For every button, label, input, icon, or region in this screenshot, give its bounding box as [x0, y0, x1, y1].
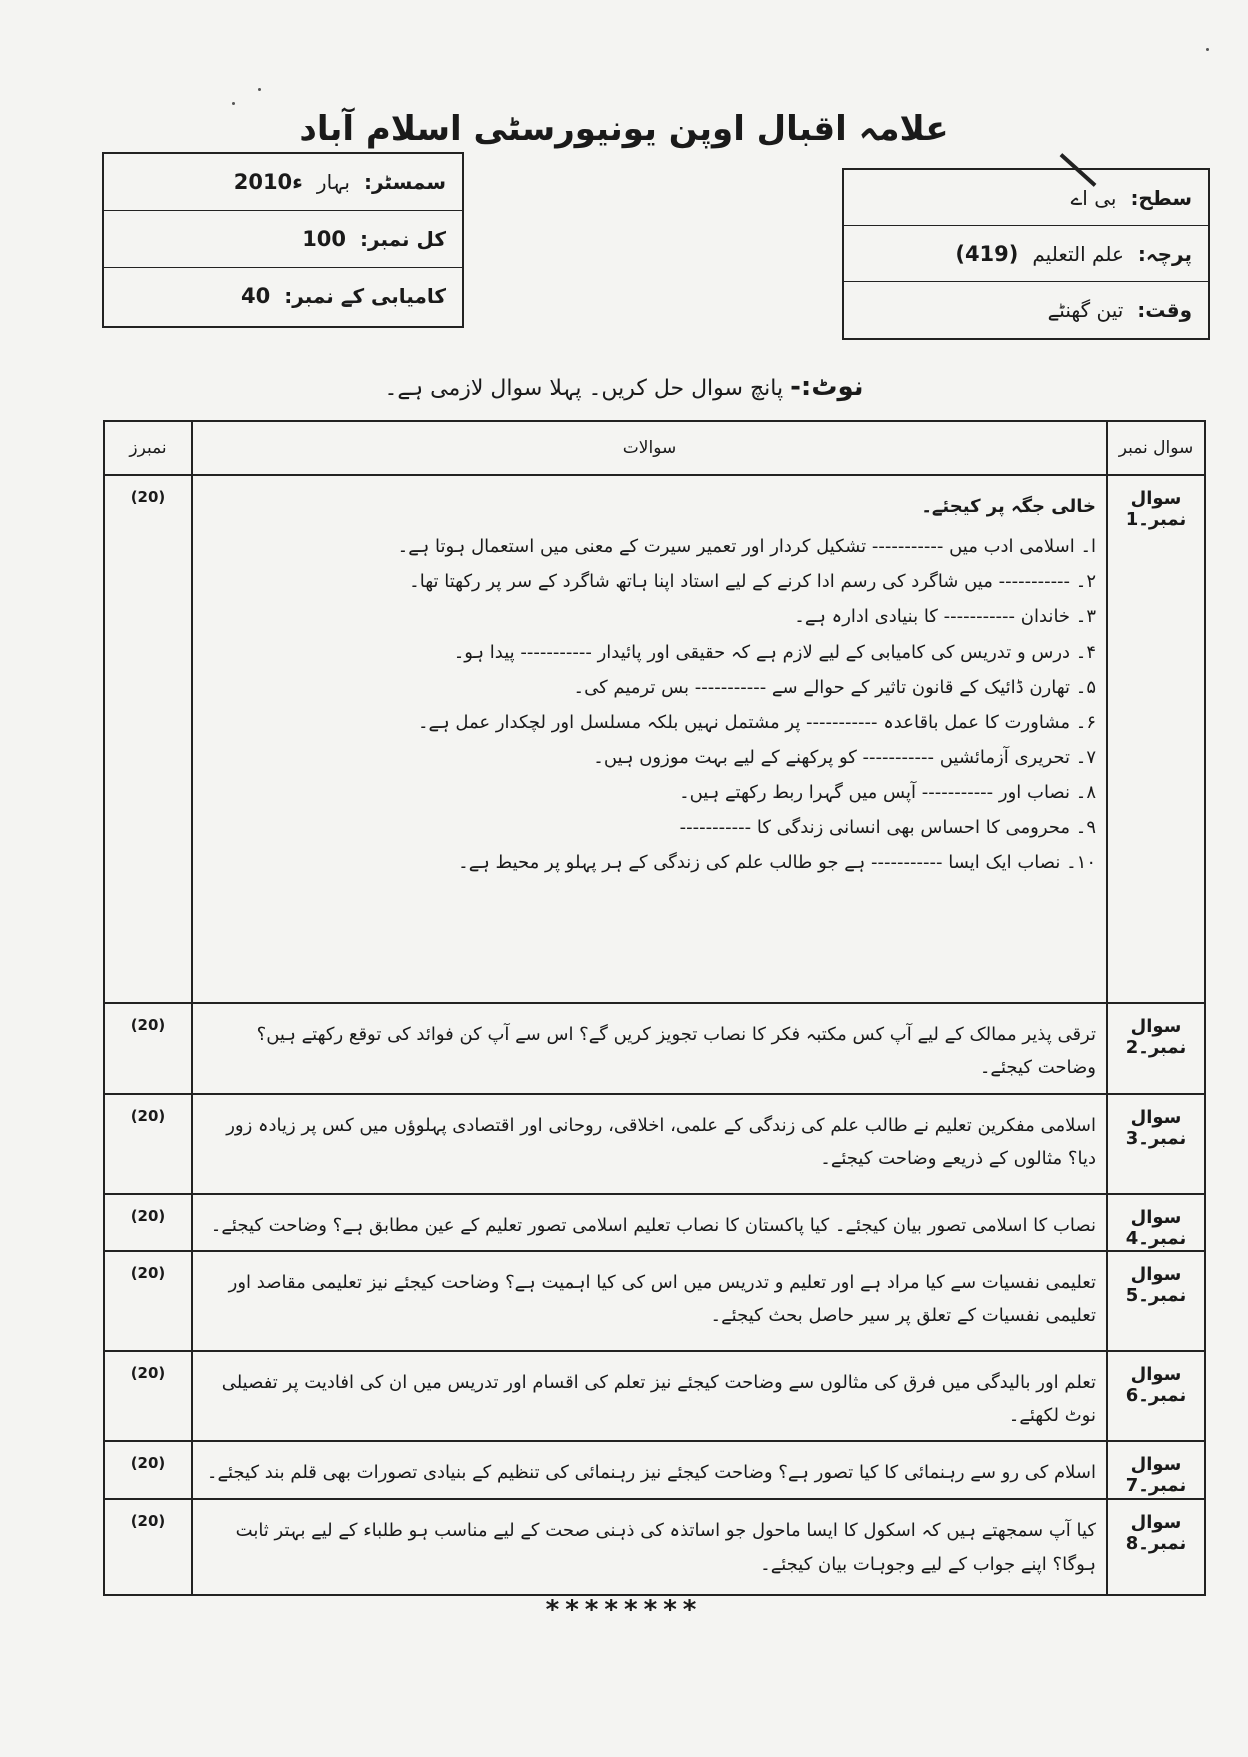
- pass-marks-row: [104, 268, 462, 324]
- question-text: تعلیمی نفسیات سے کیا مراد ہے اور تعلیم و تدریس میں اس کی کیا اہمیت ہے؟ وضاحت کیجئے نیز تعلیمی مقاصد اور تعلیمی نفسیات کے تعلق پر سیر حاصل بحث کیجئے۔: [192, 1251, 1107, 1351]
- list-item: ۱۰۔ نصاب ایک ایسا ----------- ہے جو طالب علم کی زندگی کے ہر پہلو پر محیط ہے۔: [458, 852, 1096, 874]
- note-label: نوٹ:-: [790, 372, 864, 402]
- table-row: [104, 1094, 1205, 1194]
- level-row: [844, 170, 1208, 226]
- time-label: وقت:: [1137, 298, 1192, 322]
- table-row: [104, 1441, 1205, 1499]
- paper-code: (419): [955, 241, 1019, 266]
- list-item: ۲۔ ----------- میں شاگرد کی رسم ادا کرنے کے لیے استاد اپنا ہاتھ شاگرد کے سر پر رکھتا تھا۔: [409, 571, 1096, 593]
- question-marks: (20): [104, 1194, 192, 1251]
- semester-label: سمسٹر:: [363, 170, 446, 194]
- time-row: [844, 282, 1208, 338]
- list-item: ۴۔ درس و تدریس کی کامیابی کے لیے لازم ہے کہ حقیقی اور پائیدار ----------- پیدا ہو۔: [453, 641, 1096, 663]
- note-text: پانچ سوال حل کریں۔ پہلا سوال لازمی ہے۔: [384, 376, 784, 401]
- question-number: سوال نمبر۔4: [1107, 1194, 1205, 1251]
- question-marks: (20): [104, 1003, 192, 1094]
- level-value: بی اے: [1070, 185, 1117, 210]
- course-info-box: [842, 168, 1210, 340]
- question-marks: (20): [104, 1499, 192, 1595]
- list-item: ا۔ اسلامی ادب میں ----------- تشکیل کردار اور تعمیر سیرت کے معنی میں استعمال ہوتا ہے۔: [397, 536, 1096, 558]
- table-row: [104, 1251, 1205, 1351]
- question-text: کیا آپ سمجھتے ہیں کہ اسکول کا ایسا ماحول جو اساتذہ کی ذہنی صحت کے لیے مناسب ہو طلباء کے لیے بہتر ثابت ہوگا؟ اپنے جواب کے لیے وجوہات بیان کیجئے۔: [192, 1499, 1107, 1595]
- question-number: سوال نمبر۔7: [1107, 1441, 1205, 1499]
- question-marks: (20): [104, 1251, 192, 1351]
- table-row: [104, 475, 1205, 1003]
- list-item: ۶۔ مشاورت کا عمل باقاعدہ ----------- پر مشتمل نہیں بلکہ مسلسل اور لچکدار عمل ہے۔: [417, 711, 1096, 733]
- table-header-row: [104, 421, 1205, 475]
- scan-speck: [258, 88, 261, 91]
- pass-marks-label: کامیابی کے نمبر:: [284, 284, 446, 308]
- list-item: ۳۔ خاندان ----------- کا بنیادی ادارہ ہے۔: [794, 606, 1096, 628]
- question-text: اسلامی مفکرین تعلیم نے طالب علم کی زندگی کے علمی، اخلاقی، روحانی اور اقتصادی پہلوؤں میں کس پر زیادہ زور دیا؟ مثالوں کے ذریعے وضاحت کیجئے۔: [192, 1094, 1107, 1194]
- instructions-note: [0, 372, 1248, 402]
- header-marks: نمبرز: [104, 421, 192, 475]
- question-number: سوال نمبر۔8: [1107, 1499, 1205, 1595]
- question-marks: (20): [104, 1351, 192, 1442]
- semester-info-box: [102, 152, 464, 328]
- table-row: [104, 1003, 1205, 1094]
- semester-value: بہار: [316, 170, 350, 194]
- list-item: ۹۔ محرومی کا احساس بھی انسانی زندگی کا -----------: [679, 817, 1096, 839]
- list-item: ۵۔ تھارن ڈائیک کے قانون تاثیر کے حوالے سے ----------- بس ترمیم کی۔: [573, 676, 1096, 698]
- total-marks-row: [104, 211, 462, 268]
- scan-speck: [1206, 48, 1209, 51]
- scan-speck: [232, 102, 235, 105]
- list-item: ۷۔ تحریری آزمائشیں ----------- کو پرکھنے کے لیے بہت موزوں ہیں۔: [593, 746, 1096, 768]
- table-row: [104, 1194, 1205, 1251]
- question-marks: (20): [104, 475, 192, 1003]
- question-number: سوال نمبر۔2: [1107, 1003, 1205, 1094]
- fill-in-blanks-list: [203, 529, 1096, 880]
- total-marks-label: کل نمبر:: [360, 227, 446, 251]
- semester-year: 2010ء: [233, 170, 303, 194]
- total-marks-value: 100: [302, 227, 347, 251]
- university-title: علامہ اقبال اوپن یونیورسٹی اسلام آباد: [299, 109, 949, 149]
- questions-table: [103, 420, 1206, 1596]
- end-of-paper-stars: ********: [545, 1595, 703, 1625]
- question-text: نصاب کا اسلامی تصور بیان کیجئے۔ کیا پاکستان کا نصاب تعلیم اسلامی تصور تعلیم کے عین مطابق ہے؟ وضاحت کیجئے۔: [192, 1194, 1107, 1251]
- header-questions: سوالات: [192, 421, 1107, 475]
- list-item: ۸۔ نصاب اور ----------- آپس میں گہرا ربط رکھتے ہیں۔: [679, 781, 1096, 803]
- semester-row: [104, 154, 462, 211]
- question-number: سوال نمبر۔6: [1107, 1351, 1205, 1442]
- pass-marks-value: 40: [241, 284, 271, 308]
- level-label: سطح:: [1130, 185, 1192, 210]
- header-question-number: سوال نمبر: [1107, 421, 1205, 475]
- question-text: تعلم اور بالیدگی میں فرق کی مثالوں سے وضاحت کیجئے نیز تعلم کی اقسام اور تدریس میں ان کی افادیت پر تفصیلی نوٹ لکھئے۔: [192, 1351, 1107, 1442]
- table-row: [104, 1499, 1205, 1595]
- paper-row: [844, 226, 1208, 282]
- question-number: سوال نمبر۔5: [1107, 1251, 1205, 1351]
- question-marks: (20): [104, 1441, 192, 1499]
- question-text: ترقی پذیر ممالک کے لیے آپ کس مکتبہ فکر کا نصاب تجویز کریں گے؟ اس سے آپ کن فوائد کی توقع رکھتے ہیں؟ وضاحت کیجئے۔: [192, 1003, 1107, 1094]
- question-instruction: خالی جگہ پر کیجئے۔: [921, 496, 1096, 517]
- paper-label: پرچہ:: [1137, 241, 1192, 266]
- paper-value: علم التعلیم: [1032, 241, 1124, 266]
- time-value: تین گھنٹے: [1047, 298, 1124, 322]
- question-text: اسلام کی رو سے رہنمائی کا کیا تصور ہے؟ وضاحت کیجئے نیز رہنمائی کی تنظیم کے بنیادی تصورات بھی قلم بند کیجئے۔: [192, 1441, 1107, 1499]
- question-number: سوال نمبر۔3: [1107, 1094, 1205, 1194]
- question-text: [192, 475, 1107, 1003]
- question-marks: (20): [104, 1094, 192, 1194]
- question-number: سوال نمبر۔1: [1107, 475, 1205, 1003]
- table-row: [104, 1351, 1205, 1442]
